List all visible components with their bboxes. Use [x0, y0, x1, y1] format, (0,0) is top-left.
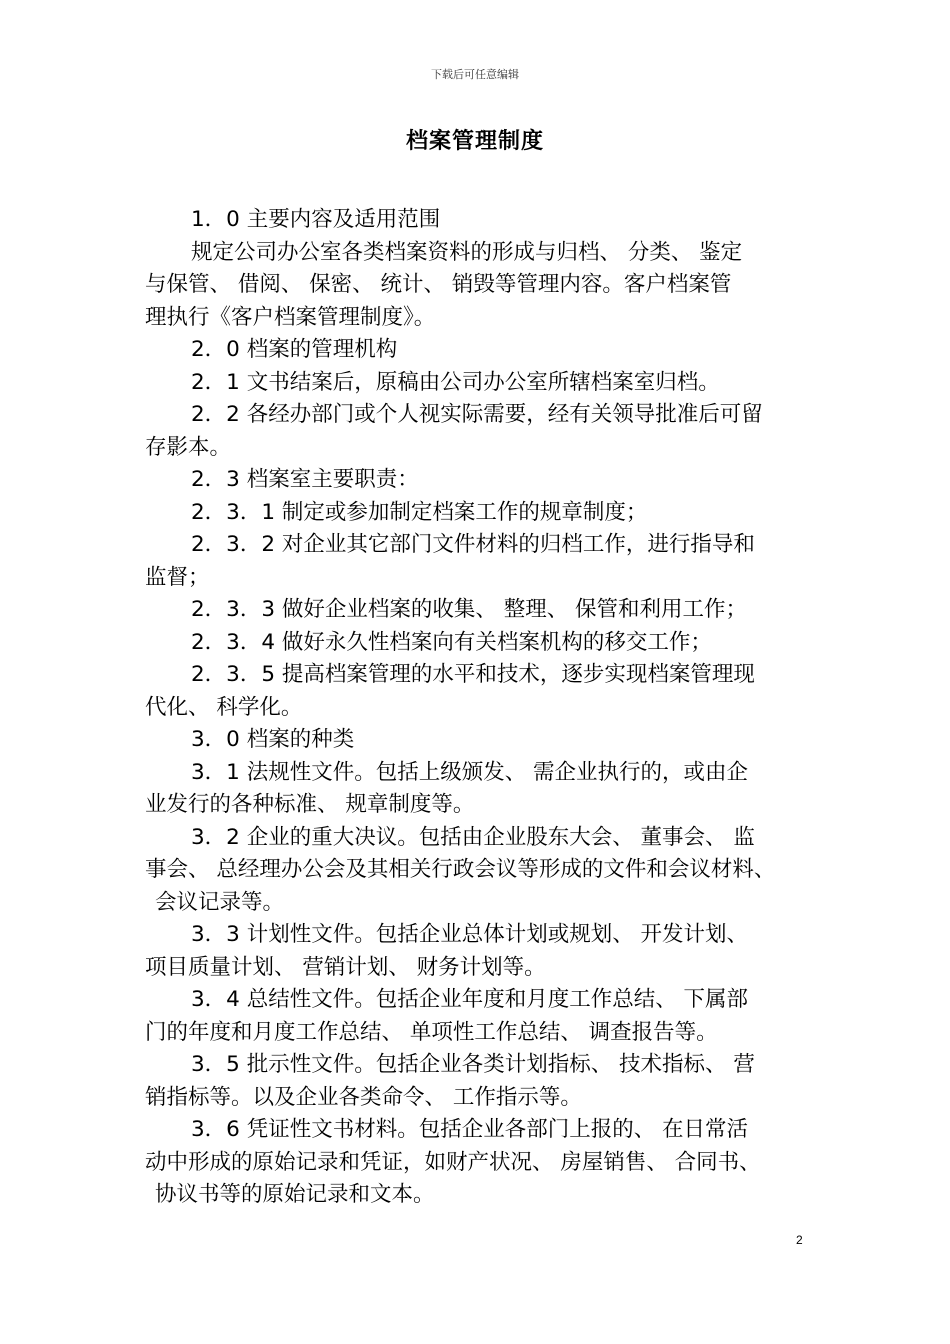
text-line: 3．6 凭证性文书材料。包括企业各部门上报的、 在日常活 — [191, 1117, 749, 1142]
text-line: 与保管、 借阅、 保密、 统计、 销毁等管理内容。客户档案管 — [145, 272, 732, 297]
text-line: 业发行的各种标准、 规章制度等。 — [145, 792, 475, 817]
text-line: 协议书等的原始记录和文本。 — [155, 1182, 435, 1207]
text-line: 2．3 档案室主要职责： — [191, 467, 419, 492]
text-line: 2．3．5 提高档案管理的水平和技术，逐步实现档案管理现 — [191, 662, 755, 687]
text-line: 理执行《客户档案管理制度》。 — [145, 304, 436, 330]
text-line: 3．1 法规性文件。包括上级颁发、 需企业执行的，或由企 — [191, 759, 749, 785]
text-line: 2．3．2 对企业其它部门文件材料的归档工作，进行指导和 — [191, 532, 755, 557]
text-line: 动中形成的原始记录和凭证，如财产状况、 房屋销售、 合同书、 — [145, 1149, 761, 1175]
text-line: 2．3．1 制定或参加制定档案工作的规章制度； — [191, 499, 648, 525]
text-line: 项目质量计划、 营销计划、 财务计划等。 — [145, 954, 546, 980]
text-line: 规定公司办公室各类档案资料的形成与归档、 分类、 鉴定 — [191, 239, 743, 265]
text-line: 销指标等。以及企业各类命令、 工作指示等。 — [145, 1084, 582, 1110]
text-line: 2．0 档案的管理机构 — [191, 337, 398, 362]
text-line: 2．2 各经办部门或个人视实际需要，经有关领导批准后可留 — [191, 402, 763, 427]
document-body — [145, 204, 815, 1212]
text-line: 存影本。 — [145, 434, 232, 460]
header-note: 下载后可任意编辑 — [431, 68, 519, 81]
text-line: 3．0 档案的种类 — [191, 727, 355, 752]
text-line: 2．3．3 做好企业档案的收集、 整理、 保管和利用工作； — [191, 597, 748, 622]
document-title: 档案管理制度 — [405, 129, 544, 154]
text-line: 3．3 计划性文件。包括企业总体计划或规划、 开发计划、 — [191, 922, 749, 947]
text-line: 2．3．4 做好永久性档案向有关档案机构的移交工作； — [191, 629, 712, 655]
page-number: 2 — [796, 1233, 803, 1247]
text-line: 2．1 文书结案后，原稿由公司办公室所辖档案室归档。 — [191, 369, 720, 395]
text-line: 3．2 企业的重大决议。包括由企业股东大会、 董事会、 监 — [191, 824, 755, 850]
text-line: 代化、 科学化。 — [145, 694, 303, 720]
text-line: 事会、 总经理办公会及其相关行政会议等形成的文件和会议材料、 — [145, 857, 776, 882]
text-line: 会议记录等。 — [155, 889, 285, 915]
text-line: 门的年度和月度工作总结、 单项性工作总结、 调查报告等。 — [145, 1019, 718, 1045]
text-line: 监督； — [145, 564, 210, 590]
text-line: 3．4 总结性文件。包括企业年度和月度工作总结、 下属部 — [191, 987, 749, 1012]
text-line: 3．5 批示性文件。包括企业各类计划指标、 技术指标、 营 — [191, 1052, 755, 1077]
text-line: 1．0 主要内容及适用范围 — [191, 207, 441, 232]
